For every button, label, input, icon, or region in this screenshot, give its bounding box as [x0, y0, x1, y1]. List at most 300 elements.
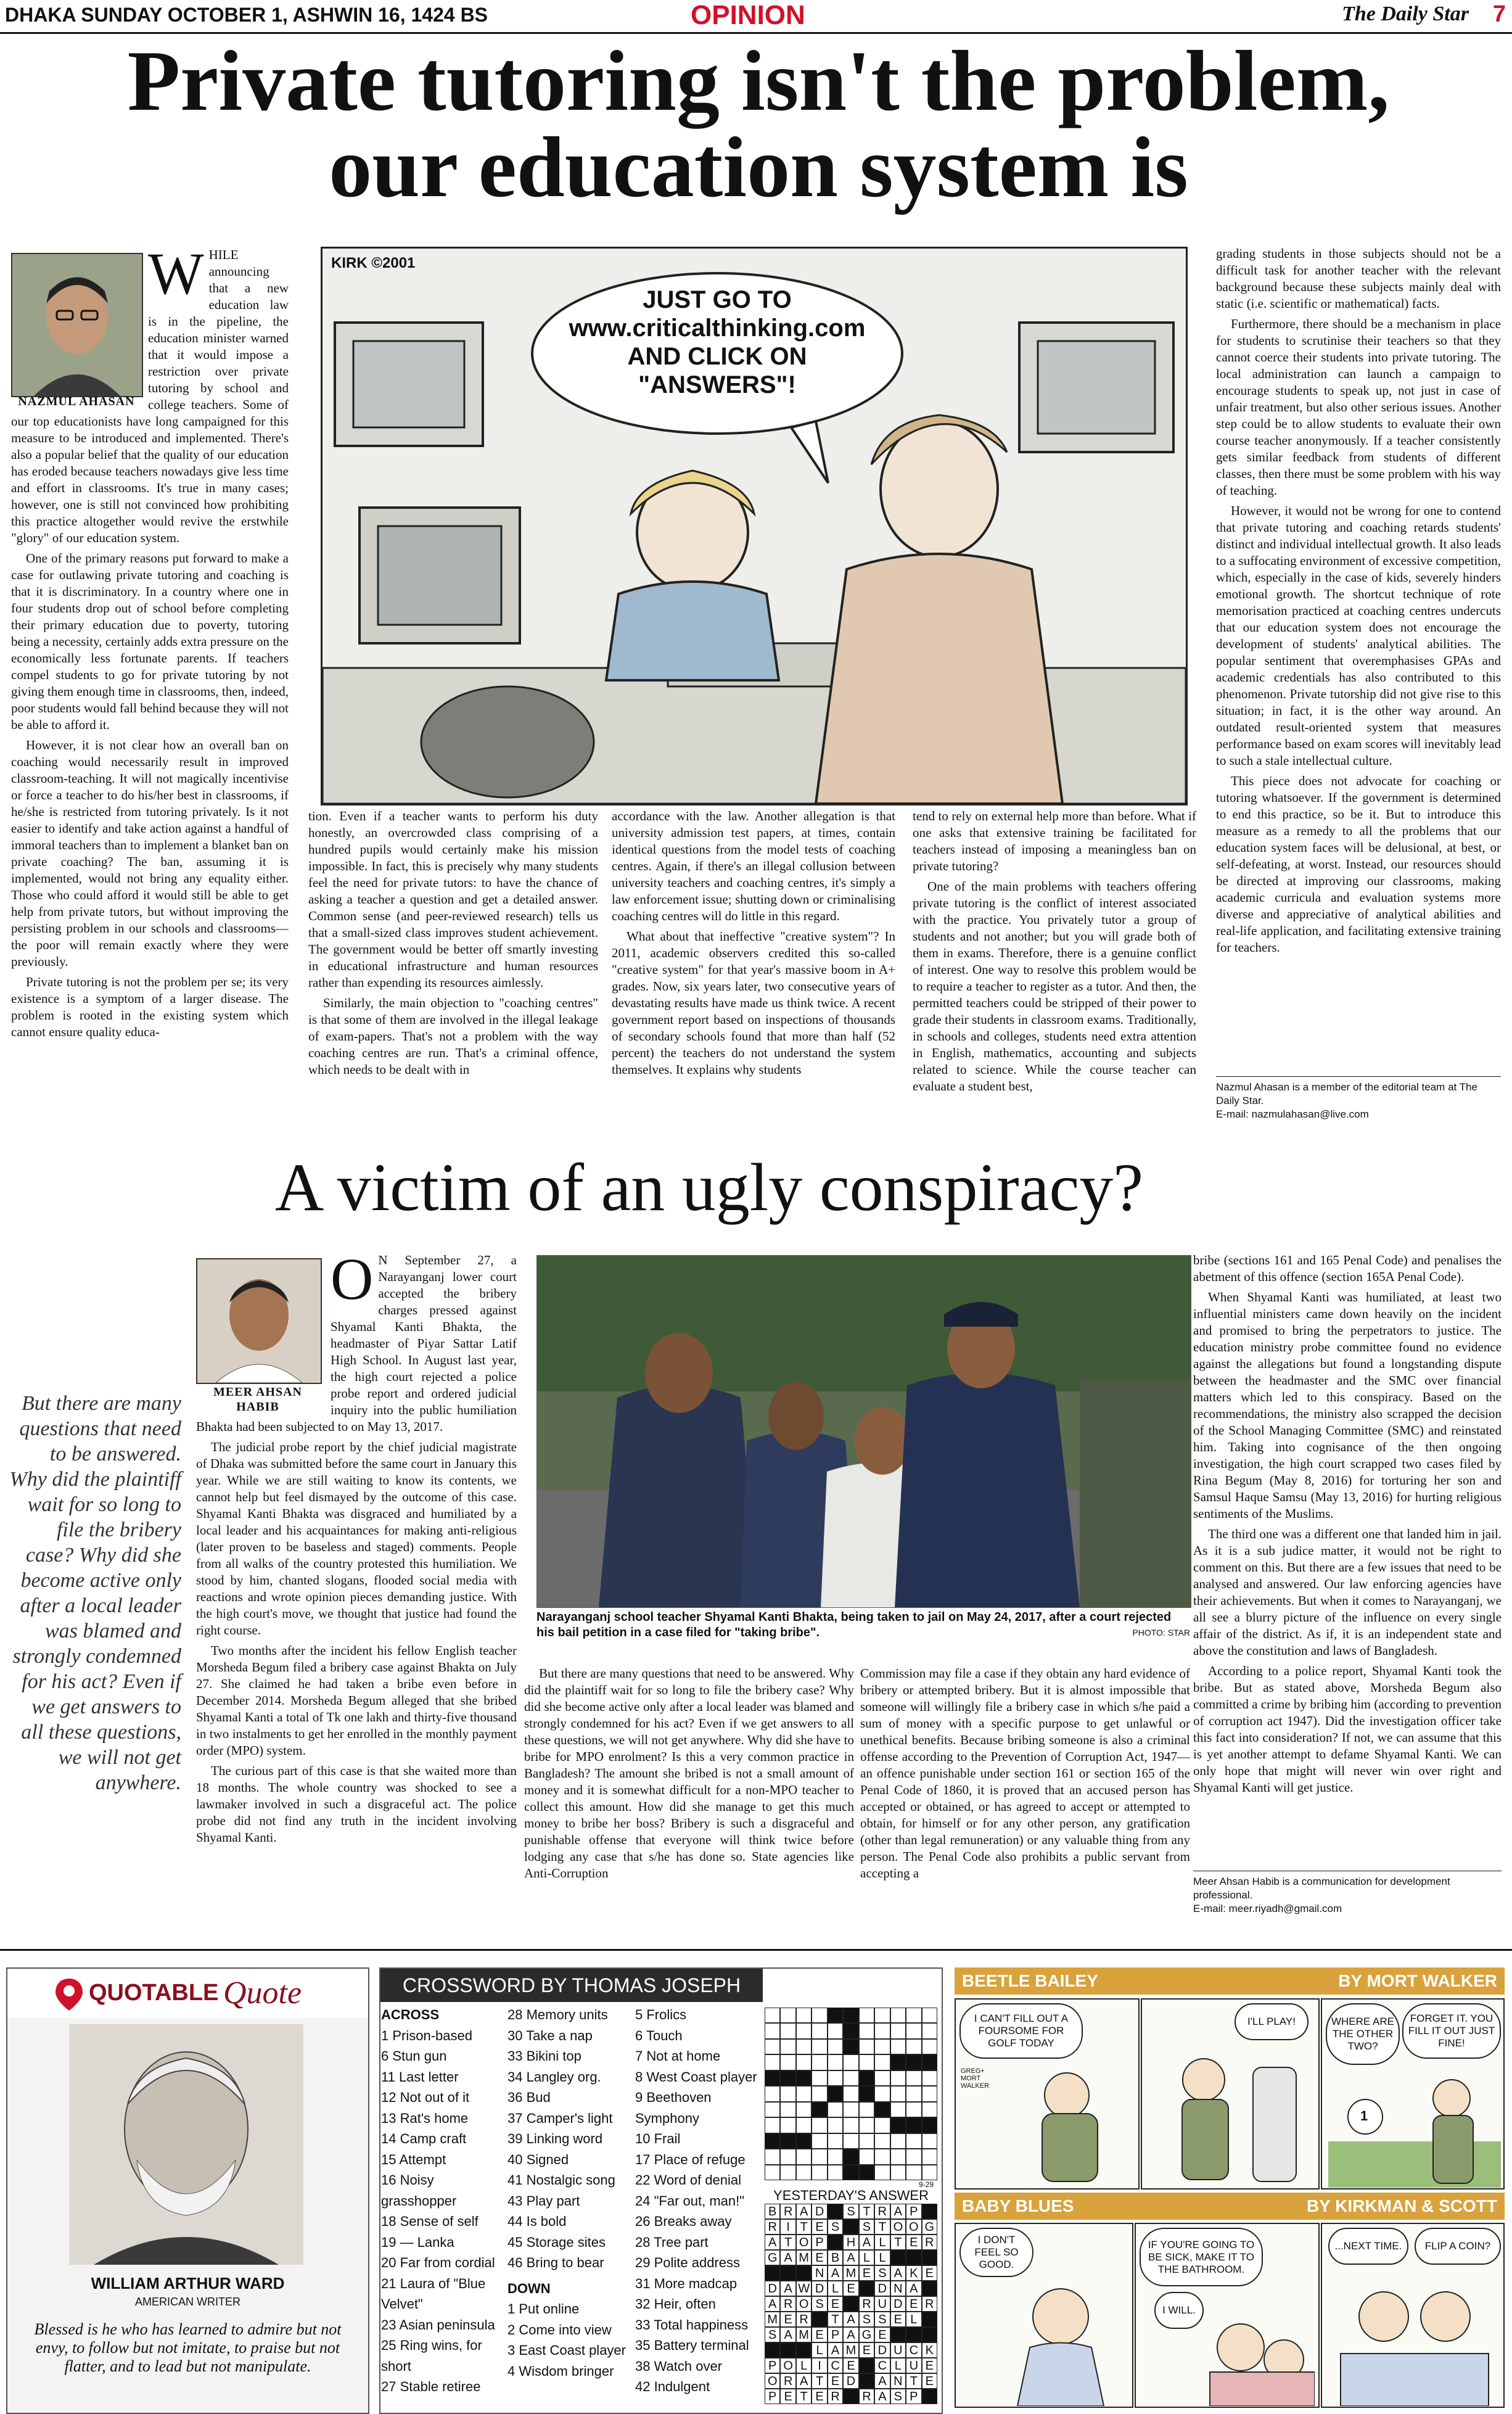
quote-text: Blessed is he who has learned to admire but not envy, to follow but not imitate, to praise but not flatter, and to lead but not manipulate.: [34, 2320, 342, 2375]
paragraph: bribe (sections 161 and 165 Penal Code) and penalises the abetment of this offence (section 165A Penal Code).: [1193, 1253, 1502, 1284]
crossword-cell[interactable]: [828, 2133, 843, 2149]
answer-cell: R: [780, 2296, 795, 2312]
crossword-cell[interactable]: [765, 2149, 780, 2164]
crossword-cell[interactable]: [874, 2023, 890, 2038]
crossword-clue: 46 Bring to bear: [507, 2255, 604, 2270]
crossword-clue: 34 Langley org.: [507, 2069, 601, 2085]
crossword-cell[interactable]: [828, 2117, 843, 2133]
crossword-cell[interactable]: [890, 2008, 906, 2023]
crossword-cell[interactable]: [906, 2070, 921, 2086]
answer-cell: O: [796, 2296, 811, 2312]
answer-cell: N: [811, 2265, 827, 2281]
answer-cell: A: [780, 2281, 795, 2296]
answer-cell: [780, 2342, 795, 2358]
speech-bubble: FORGET IT. YOU FILL IT OUT JUST FINE!: [1402, 2003, 1501, 2059]
answer-cell: [906, 2327, 921, 2342]
crossword-cell: [828, 2086, 843, 2101]
crossword-cell[interactable]: [765, 2023, 780, 2038]
crossword-clue: 39 Linking word: [507, 2131, 603, 2146]
parent-child-figure: [1198, 2317, 1315, 2406]
article2-col1: [196, 1252, 517, 1924]
answer-cell: [890, 2327, 906, 2342]
crossword-cell: [780, 2133, 795, 2149]
paragraph: According to a police report, Shyamal Kanti took the bribe. But as stated above, Morsheda Begum also committed a crime by bribing him (according to prevention of corruption act 1947). Did the investigation officer take this fact into consideration? If not, we can assume that this is yet another attempt to defame Shyamal Kanti. We can only hope that might will never win over right and Shyamal Kanti will get justice.: [1193, 1663, 1502, 1795]
article1-headline: [37, 33, 1480, 215]
crossword-clue: 40 Signed: [507, 2151, 569, 2167]
answer-cell: S: [890, 2389, 906, 2404]
answer-cell: [843, 2296, 858, 2312]
sarge-figure: [1005, 2067, 1135, 2188]
crossword-cell[interactable]: [874, 2054, 890, 2070]
crossword-clue: 12 Not out of it: [381, 2090, 470, 2105]
crossword-cell: [796, 2133, 811, 2149]
crossword-cell[interactable]: [765, 2039, 780, 2054]
answer-cell: [780, 2265, 795, 2281]
crossword-cell[interactable]: [811, 2054, 827, 2070]
answer-cell: T: [859, 2204, 874, 2219]
answer-cell: A: [796, 2204, 811, 2219]
crossword-cell[interactable]: [859, 2054, 874, 2070]
author-bio: [1216, 1081, 1501, 1121]
crossword-cell[interactable]: [843, 2133, 858, 2149]
headline-line1: Private tutoring isn't the problem,: [127, 33, 1390, 129]
answer-cell: P: [906, 2204, 921, 2219]
crossword-cell[interactable]: [811, 2086, 827, 2101]
across-label: ACROSS: [381, 2007, 440, 2022]
crossword-clue: 31 More madcap: [635, 2275, 738, 2291]
cartoon-speech: JUST GO TO www.criticalthinking.com AND CLICK ON "ANSWERS"!: [569, 286, 866, 398]
answer-cell: A: [906, 2281, 921, 2296]
crossword-cell[interactable]: [859, 2102, 874, 2117]
crossword-cell[interactable]: [828, 2070, 843, 2086]
crossword-cell[interactable]: [765, 2054, 780, 2070]
answer-cell: L: [890, 2358, 906, 2373]
crossword-clue: 24 "Far out, man!": [635, 2193, 745, 2209]
crossword-clue: 4 Wisdom bringer: [507, 2363, 614, 2379]
strip-title: BEETLE BAILEY: [962, 1971, 1098, 1990]
crossword-cell[interactable]: [780, 2039, 795, 2054]
answer-grid: [765, 2204, 937, 2404]
crossword-cell[interactable]: [922, 2039, 937, 2054]
crossword-clue: 33 Total happiness: [635, 2317, 749, 2333]
paragraph: The third one was a different one that landed him in jail. As it is a sub judice matter, it would not be right to comment on this. But there are a few issues that need to be analysed and answered. Our law enforcing agencies have their achievements. But when it comes to Narayanganj, we all see a blurry picture of the influence on every single affair of the district. As if, it is an independent state and above the constitution and laws of Bangladesh.: [1193, 1526, 1502, 1658]
crossword-cell[interactable]: [890, 2165, 906, 2180]
beetle-bailey-title-bar: [955, 1967, 1505, 1995]
crossword-cell[interactable]: [843, 2102, 858, 2117]
answer-cell: A: [765, 2296, 780, 2312]
crossword-cell[interactable]: [780, 2023, 795, 2038]
crossword-cell[interactable]: [859, 2023, 874, 2038]
dateline: DHAKA SUNDAY OCTOBER 1, ASHWIN 16, 1424 BS: [5, 4, 488, 26]
crossword-cell[interactable]: [796, 2023, 811, 2038]
crossword-cell[interactable]: [874, 2086, 890, 2101]
crossword-cell[interactable]: [765, 2165, 780, 2180]
crossword-clue: 19 — Lanka: [381, 2234, 454, 2250]
crossword-cell[interactable]: [922, 2133, 937, 2149]
dropcap: W: [148, 247, 204, 307]
child-figure: [993, 2280, 1128, 2406]
couple-figure: [1334, 2273, 1495, 2406]
clue-list: [635, 2004, 765, 2397]
crossword-cell[interactable]: [780, 2054, 795, 2070]
clues-column-1: [381, 2004, 504, 2397]
answer-cell: O: [765, 2373, 780, 2389]
golf-hole-number: 1: [1360, 2108, 1368, 2124]
answer-cell: E: [874, 2327, 890, 2342]
crossword-clue: 33 Bikini top: [507, 2048, 581, 2064]
crossword-cell[interactable]: [780, 2117, 795, 2133]
answer-cell: A: [890, 2204, 906, 2219]
answer-cell: M: [843, 2342, 858, 2358]
crossword-cell[interactable]: [906, 2008, 921, 2023]
crossword-cell[interactable]: [796, 2117, 811, 2133]
crossword-clue: 43 Play part: [507, 2193, 580, 2209]
crossword-cell[interactable]: [811, 2039, 827, 2054]
golfers-figure: [1154, 2043, 1309, 2188]
answer-cell: P: [906, 2389, 921, 2404]
crossword-cell[interactable]: [811, 2149, 827, 2164]
strip-title: BABY BLUES: [962, 2196, 1074, 2215]
paragraph: What about that ineffective "creative system"? In 2011, academic observers credited this so-called "creative system" for that year's massive boom in A+ grades. Now, six years later, two consecutive years of devastating results have made us think twice. A recent government report based on inspections of thousands of secondary schools found that more than half (52 percent) the teachers do not understand the system themselves. It explains why students: [612, 929, 895, 1077]
answer-cell: L: [874, 2250, 890, 2265]
crossword-cell[interactable]: [890, 2149, 906, 2164]
answer-cell: R: [828, 2389, 843, 2404]
answer-cell: H: [843, 2235, 858, 2250]
crossword-cell[interactable]: [906, 2039, 921, 2054]
crossword-cell: [906, 2054, 921, 2070]
quotable-title-script: Quote: [223, 1975, 302, 2011]
strip-signature: GREG+ MORT WALKER: [961, 2067, 990, 2090]
crossword-clue: 28 Tree part: [635, 2234, 709, 2250]
down-label: DOWN: [507, 2280, 551, 2296]
crossword-cell[interactable]: [811, 2117, 827, 2133]
answer-cell: S: [859, 2219, 874, 2235]
crossword-cell: [811, 2102, 827, 2117]
crossword-cell[interactable]: [922, 2165, 937, 2180]
caption-text: Narayanganj school teacher Shyamal Kanti Bhakta, being taken to jail on May 24, 2017, after a court rejected his bail petition in a case filed for "taking bribe".: [536, 1610, 1172, 1639]
strip-author: BY KIRKMAN & SCOTT: [1306, 2196, 1497, 2215]
crossword-cell[interactable]: [874, 2149, 890, 2164]
crossword-cell[interactable]: [874, 2165, 890, 2180]
crossword-cell[interactable]: [906, 2133, 921, 2149]
crossword-cell[interactable]: [874, 2117, 890, 2133]
answer-cell: R: [796, 2312, 811, 2327]
crossword-cell[interactable]: [906, 2102, 921, 2117]
crossword-clue: grasshopper: [381, 2193, 457, 2209]
answer-cell: [859, 2373, 874, 2389]
paragraph: When Shyamal Kanti was humiliated, at least two influential ministers came down heavily on the incident and promised to bring the perpetrators to justice. The education ministry probe committee found no evidence against the allegations but found a longstanding dispute between the headmaster and the SMC over financial matters which led to this conspiracy. Based on the recommendations, the ministry also scrapped the decision of the School Managing Committee (SMC) and reinstated him. Taking into cognisance of the then ongoing investigation, the high court scrapped two cases filed by Rina Begum (May 8, 2016) for torturing her son and Samsul Haque Samsu (May 13, 2016) for hurting religious sentiments of the Muslims.: [1193, 1290, 1502, 1521]
crossword-cell[interactable]: [874, 2039, 890, 2054]
crossword-cell[interactable]: [796, 2086, 811, 2101]
crossword-cell[interactable]: [780, 2008, 795, 2023]
answer-cell: [906, 2250, 921, 2265]
crossword-cell[interactable]: [874, 2008, 890, 2023]
answer-cell: U: [906, 2358, 921, 2373]
answer-cell: D: [765, 2281, 780, 2296]
crossword-cell[interactable]: [796, 2149, 811, 2164]
crossword-grid[interactable]: [765, 2008, 937, 2180]
comic-panel: [955, 1998, 1140, 2189]
photo-caption: [536, 1610, 1190, 1641]
answer-cell: [922, 2389, 937, 2404]
crossword-title: CROSSWORD BY THOMAS JOSEPH: [380, 1969, 763, 2002]
crossword-clue: Symphony: [635, 2110, 699, 2126]
article2-col2: [524, 1665, 854, 1924]
answer-cell: E: [906, 2235, 921, 2250]
answer-cell: P: [811, 2235, 827, 2250]
bio-email: E-mail: meer.riyadh@gmail.com: [1193, 1903, 1342, 1914]
crossword-cell[interactable]: [906, 2023, 921, 2038]
crossword-cell[interactable]: [780, 2149, 795, 2164]
answer-cell: W: [796, 2281, 811, 2296]
crossword-cell[interactable]: [811, 2070, 827, 2086]
author-bio: [1193, 1875, 1502, 1916]
crossword-clue: 27 Stable retiree: [381, 2379, 481, 2394]
location-pin-icon: [54, 1977, 84, 2012]
answer-cell: E: [859, 2342, 874, 2358]
speech-bubble: I DON'T FEEL SO GOOD.: [959, 2228, 1033, 2277]
crossword-cell[interactable]: [796, 2039, 811, 2054]
cartoon-signature: KIRK ©2001: [331, 255, 416, 271]
crossword-cell[interactable]: [859, 2149, 874, 2164]
speech-bubble: I'LL PLAY!: [1235, 2003, 1309, 2040]
crossword-cell: [859, 2070, 874, 2086]
crossword-cell[interactable]: [780, 2102, 795, 2117]
answer-cell: E: [811, 2250, 827, 2265]
paragraph: grading students in those subjects should not be a difficult task for another teacher with the relevant background because these subjects mainly deal with static (i.e. scientific or mathematical) facts.: [1216, 246, 1501, 311]
answer-cell: [796, 2342, 811, 2358]
crossword-clue: 38 Watch over: [635, 2358, 723, 2374]
crossword-cell[interactable]: [890, 2133, 906, 2149]
answer-cell: T: [890, 2235, 906, 2250]
answer-cell: D: [890, 2296, 906, 2312]
crossword-cell[interactable]: [922, 2070, 937, 2086]
answer-cell: D: [811, 2281, 827, 2296]
article1-col2: [308, 808, 598, 1123]
answer-cell: E: [780, 2389, 795, 2404]
answer-cell: S: [765, 2327, 780, 2342]
crossword-cell[interactable]: [780, 2086, 795, 2101]
crossword-cell[interactable]: [811, 2023, 827, 2038]
paragraph: However, it would not be wrong for one to contend that private tutoring and coaching retards students' distinct and individual intellectual growth. It also leads to a suffocating environment of excessive competition, which, especially in the case of kids, severely hinders emotional growth. The shortcut technique of rote memorisation practiced at coaching centres undercuts that our education system does not encourage the development of students' analytical abilities. The popular sentiment that overemphasises GPAs and academic credentials has also contributed to this phenomenon. Private tutorship did not give rise to this situation; in fact, it is the other way around. An outdated result-oriented system that measures performance based on exam scores will inevitably lead to such a stale intellectual culture.: [1216, 503, 1501, 768]
crossword-cell[interactable]: [922, 2086, 937, 2101]
paragraph: But there are many questions that need to be answered. Why did the plaintiff wait for so long to file the bribery case? Why did she become active only after a local leader was blamed and strongly condemned for his act? Even if we get answers to all these questions, we will not get anywhere. Why did she have to bribe for MPO enrolment? Is this a very common practice in Bangladesh? The amount she bribed is not a small amount of money and it is somewhat difficult for a non-MPO teacher to collect this amount. How did she manage to get this much money to bribe her boss? Bribery is such a disgraceful and punishable offense that everyone will think twice before lodging any case that s/he has done so. State agencies like Anti-Corruption: [524, 1666, 854, 1881]
answer-cell: A: [765, 2235, 780, 2250]
crossword-cell[interactable]: [828, 2039, 843, 2054]
crossword-cell[interactable]: [828, 2023, 843, 2038]
answer-cell: D: [811, 2204, 827, 2219]
quotable-box: [6, 1967, 369, 2414]
crossword-cell[interactable]: [859, 2117, 874, 2133]
author-name-line1: MEER AHSAN: [213, 1385, 302, 1399]
crossword-cell[interactable]: [843, 2086, 858, 2101]
answer-cell: A: [874, 2373, 890, 2389]
crossword-clue: 17 Place of refuge: [635, 2151, 746, 2167]
crossword-clue: short: [381, 2358, 411, 2374]
answer-cell: [765, 2342, 780, 2358]
answer-cell: R: [922, 2296, 937, 2312]
answer-cell: I: [811, 2358, 827, 2373]
crossword-cell[interactable]: [780, 2165, 795, 2180]
answer-cell: M: [843, 2265, 858, 2281]
answer-cell: E: [780, 2312, 795, 2327]
answer-cell: A: [780, 2250, 795, 2265]
answer-cell: A: [843, 2250, 858, 2265]
dropcap: O: [331, 1252, 374, 1312]
crossword-clue: 14 Camp craft: [381, 2131, 467, 2146]
answer-cell: T: [796, 2219, 811, 2235]
answer-cell: [828, 2235, 843, 2250]
answer-cell: [811, 2312, 827, 2327]
answer-cell: B: [828, 2250, 843, 2265]
crossword-cell[interactable]: [859, 2008, 874, 2023]
crossword-clue: 6 Stun gun: [381, 2048, 447, 2064]
clue-list: [381, 2025, 504, 2397]
crossword-cell[interactable]: [796, 2165, 811, 2180]
paragraph: Two months after the incident his fellow English teacher Morsheda Begum filed a bribery case against Bhakta on July 27. She claimed he had taken a bribe even before in December 2014. Morsheda Begum alleged that she bribed Shyamal Kanti a total of Tk one lakh and thirty-five thousand in two instalments to get her enrolled in the monthly payment order (MPO) system.: [196, 1643, 517, 1758]
crossword-cell[interactable]: [765, 2117, 780, 2133]
answer-cell: L: [859, 2250, 874, 2265]
paragraph: N September 27, a Narayanganj lower court accepted the bribery charges pressed against Shyamal Kanti Bhakta, the headmaster of Piyar Sattar Latif High School. In August last year, the high court rejected a police probe report and ordered judicial inquiry into the public humiliation Bhakta had been subjected to on May 13, 2017.: [196, 1253, 517, 1434]
crossword-clue: 30 Take a nap: [507, 2027, 593, 2043]
answer-cell: E: [811, 2219, 827, 2235]
crossword-cell: [874, 2102, 890, 2117]
answer-cell: [922, 2312, 937, 2327]
crossword-clue: 6 Touch: [635, 2027, 683, 2043]
article1-col3: [612, 808, 895, 1123]
answer-cell: D: [874, 2281, 890, 2296]
answer-cell: E: [922, 2373, 937, 2389]
bio-text: Meer Ahsan Habib is a communication for development professional.: [1193, 1876, 1450, 1901]
answer-cell: B: [765, 2204, 780, 2219]
crossword-cell[interactable]: [811, 2008, 827, 2023]
answer-cell: K: [906, 2265, 921, 2281]
crossword-cell[interactable]: [843, 2054, 858, 2070]
crossword-cell[interactable]: [843, 2117, 858, 2133]
answer-cell: R: [922, 2235, 937, 2250]
crossword-cell[interactable]: [874, 2070, 890, 2086]
paragraph: Furthermore, there should be a mechanism in place for students to scrutinise their teachers so that they cannot coerce their students into private tutoring. The local administration can launch a campaign to encourage students to speak up, not just in case of unfair treatment, but also other serious issues. Another step could be to allow students to evaluate their own course teacher anonymously. If a teacher consistently gets similar feedback from students of different classes, then there must be some problem with his way of teaching.: [1216, 316, 1501, 498]
crossword-cell[interactable]: [796, 2008, 811, 2023]
answer-cell: T: [796, 2389, 811, 2404]
puzzle-date: 9-29: [919, 2180, 934, 2189]
crossword-clue: 22 Word of denial: [635, 2172, 742, 2188]
crossword-clue: 41 Nostalgic song: [507, 2172, 615, 2188]
answer-cell: E: [890, 2312, 906, 2327]
crossword-cell[interactable]: [890, 2086, 906, 2101]
crossword-cell[interactable]: [922, 2023, 937, 2038]
crossword-clue: 3 East Coast player: [507, 2342, 626, 2358]
crossword-cell[interactable]: [890, 2102, 906, 2117]
crossword-cell[interactable]: [811, 2133, 827, 2149]
crossword-cell[interactable]: [859, 2039, 874, 2054]
answer-cell: L: [906, 2312, 921, 2327]
answer-cell: P: [765, 2358, 780, 2373]
answer-cell: O: [780, 2358, 795, 2373]
crossword-clue: 13 Rat's home: [381, 2110, 469, 2126]
crossword-cell: [859, 2165, 874, 2180]
answer-cell: U: [890, 2342, 906, 2358]
article1-col5: [1216, 245, 1501, 1072]
clue-list: [507, 2299, 637, 2381]
answer-cell: O: [796, 2235, 811, 2250]
crossword-cell[interactable]: [890, 2039, 906, 2054]
crossword-cell[interactable]: [843, 2070, 858, 2086]
crossword-clue: 10 Frail: [635, 2131, 681, 2146]
crossword-clue: 21 Laura of "Blue: [381, 2275, 486, 2291]
crossword-clue: 20 Far from cordial: [381, 2255, 495, 2270]
crossword-cell[interactable]: [922, 2149, 937, 2164]
crossword-cell[interactable]: [859, 2133, 874, 2149]
answer-cell: A: [780, 2327, 795, 2342]
crossword-cell: [843, 2165, 858, 2180]
crossword-cell[interactable]: [765, 2008, 780, 2023]
answer-cell: T: [906, 2373, 921, 2389]
answer-cell: M: [796, 2327, 811, 2342]
answer-cell: L: [811, 2342, 827, 2358]
crossword-cell[interactable]: [906, 2149, 921, 2164]
crossword-cell[interactable]: [796, 2102, 811, 2117]
quotable-header: [7, 1969, 368, 2018]
answer-cell: G: [922, 2219, 937, 2235]
answer-cell: [859, 2358, 874, 2373]
paragraph: accordance with the law. Another allegation is that university admission test papers, at times, contain identical questions from the model tests of coaching centres. Again, if there's an illegal collusion between university teachers and coaching centres, it's simply a law enforcement issue; shutting down or criminalising coaching centres will do little in this regard.: [612, 809, 895, 923]
answer-cell: [843, 2389, 858, 2404]
crossword-cell[interactable]: [828, 2149, 843, 2164]
speech-bubble: I CAN'T FILL OUT A FOURSOME FOR GOLF TODAY: [959, 2003, 1083, 2059]
crossword-cell[interactable]: [906, 2165, 921, 2180]
answer-cell: E: [811, 2389, 827, 2404]
crossword-cell: [922, 2117, 937, 2133]
quotable-title: QUOTABLE: [89, 1980, 219, 2006]
crossword-cell[interactable]: [828, 2054, 843, 2070]
crossword-cell: [922, 2054, 937, 2070]
quote-author-role: AMERICAN WRITER: [135, 2296, 240, 2308]
crossword-cell[interactable]: [828, 2102, 843, 2117]
crossword-cell[interactable]: [765, 2102, 780, 2117]
answer-cell: S: [874, 2312, 890, 2327]
answer-cell: E: [843, 2281, 858, 2296]
answer-cell: T: [874, 2219, 890, 2235]
answer-cell: [765, 2265, 780, 2281]
crossword-cell[interactable]: [906, 2086, 921, 2101]
crossword-cell[interactable]: [922, 2102, 937, 2117]
crossword-cell[interactable]: [765, 2086, 780, 2101]
answer-cell: U: [874, 2296, 890, 2312]
crossword-cell[interactable]: [811, 2165, 827, 2180]
crossword-clue: 44 Is bold: [507, 2214, 567, 2229]
answer-cell: S: [828, 2219, 843, 2235]
paragraph: HILE announcing that a new education law is in the pipeline, the education minister warned that it would impose a restriction over private tutoring by school and college teachers. Some of our top educationists have long campaigned for this measure to be introduced and implemented. There's also a popular belief that the quality of our education has eroded because teachers nowadays give less time and effort in classrooms. It's true in many cases; however, one is still not convinced how prohibiting this practice altogether would revive the erstwhile "glory" of our education system.: [11, 247, 289, 545]
paragraph: One of the main problems with teachers offering private tutoring is the conflict of interest associated with the practice. You privately tutor a group of students and not another; but you will grade both of them in exams. Therefore, there is a genuine conflict of interest. One way to resolve this problem would be to require a teacher to register as a tutor. And then, the permitted teachers could be stripped of their power to grade their students in classroom exams. Traditionally, in schools and colleges, students need extra attention in English, mathematics, accounting and subjects related to science. While the course teacher can evaluate a student best,: [913, 879, 1196, 1094]
crossword-clue: 1 Put online: [507, 2301, 580, 2317]
crossword-cell[interactable]: [874, 2133, 890, 2149]
golf-course-figure: [1328, 2067, 1501, 2188]
answer-cell: S: [811, 2296, 827, 2312]
crossword-cell[interactable]: [828, 2165, 843, 2180]
answer-title: YESTERDAY'S ANSWER: [773, 2188, 929, 2203]
crossword-cell[interactable]: [922, 2008, 937, 2023]
crossword-cell: [859, 2086, 874, 2101]
crossword-cell: [780, 2070, 795, 2086]
bio-text: Nazmul Ahasan is a member of the editorial team at The Daily Star.: [1216, 1081, 1477, 1106]
crossword-cell[interactable]: [890, 2070, 906, 2086]
answer-cell: T: [780, 2235, 795, 2250]
answer-cell: R: [859, 2389, 874, 2404]
crossword-cell[interactable]: [890, 2023, 906, 2038]
crossword-cell[interactable]: [796, 2054, 811, 2070]
crossword-cell: [796, 2070, 811, 2086]
